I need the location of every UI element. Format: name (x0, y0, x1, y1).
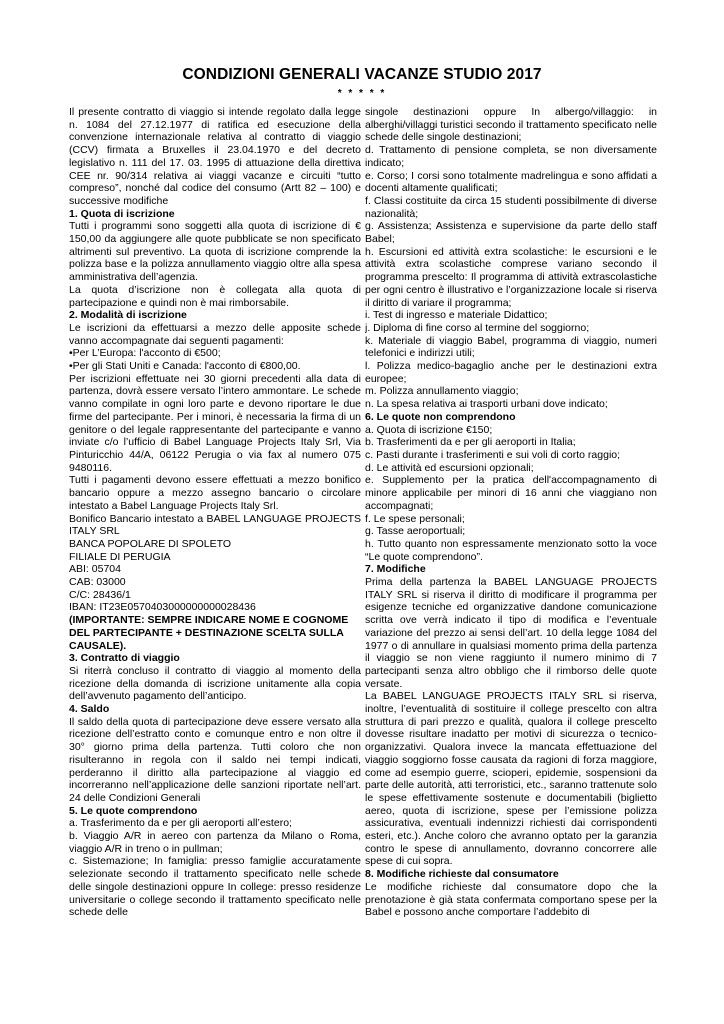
right-column-paragraph: e. Corso; I corsi sono totalmente madrelingua e sono affidati a docenti altamente qualificati; (365, 169, 657, 195)
right-column-section-heading: 7. Modifiche (365, 563, 426, 576)
document-title: CONDIZIONI GENERALI VACANZE STUDIO 2017 (182, 66, 542, 83)
left-column-text-line: IBAN: IT23E0570403000000000028436 (69, 601, 256, 614)
right-column-paragraph: l. Polizza medico-bagaglio anche per le destinazioni extra europee; (365, 360, 657, 385)
right-column-paragraph: f. Le spese personali; (365, 512, 465, 525)
left-column-paragraph: La quota d’iscrizione non è collegata alla quota di partecipazione e quindi non è mai rimborsabile. (69, 283, 361, 309)
right-column-paragraph: c. Pasti durante i trasferimenti e sui voli di corto raggio; (365, 448, 621, 461)
right-column-paragraph: n. La spesa relativa ai trasporti urbani dove indicato; (365, 398, 608, 411)
right-column-paragraph: k. Materiale di viaggio Babel, programma di viaggio, numeri telefonici e indirizzi utili; (365, 334, 657, 360)
left-column-text-line: BANCA POPOLARE DI SPOLETO (69, 537, 232, 550)
right-column-paragraph: La BABEL LANGUAGE PROJECTS ITALY SRL si riserva, inoltre, l’eventualità di sostituire il college prescelto con altra struttura di pari prezzo e qualità, qualora il college prescelto dovesse risultare inadatto per motivi di sicurezza o tecnico-organizzativi. Qualora invece la mancata effettuazione del viaggio soggiorno fosse causata da ragioni di forza maggiore, come ad esempio guerre, scioperi, epidemie, sospensioni da parte delle autorità, atti terroristici, etc., saranno trattenute solo le spese effettivamente sostenute e documentabili (biglietto aereo, quota di iscrizione, spese per l’emissione polizza assicurativa, eventuali indennizzi richiesti dai corrispondenti esteri, etc.). Anche coloro che avranno optato per la garanzia contro le spese di annullamento, dovranno concorrere alle spese di cui sopra. (365, 690, 657, 868)
left-column-paragraph: Si riterrà concluso il contratto di viaggio al momento della ricezione della domanda di iscrizione unitamente alla copia dell’avvenuto pagamento dell’anticipo. (69, 664, 361, 703)
right-column-paragraph: Prima della partenza la BABEL LANGUAGE PROJECTS ITALY SRL si riserva il diritto di modificare il programma per esigenze tecniche ed organizzative dandone comunicazione scritta ove verrà indicato il tipo di modifica e l’eventuale variazione del prezzo ai sensi dell’art. 10 della legge 1084 del 1977 o di annullare in qualsiasi momento prima della partenza il viaggio se non viene raggiunto il numero minimo di 7 partecipanti senza altro obbligo che il rimborso delle quote versate. (365, 576, 657, 690)
right-column-section-heading: 8. Modifiche richieste dal consumatore (365, 868, 559, 881)
left-column (69, 106, 361, 1006)
left-column-text-line: •Per gli Stati Uniti e Canada: l'acconto di €800,00. (69, 360, 301, 373)
right-column-paragraph: d. Le attività ed escursioni opzionali; (365, 461, 534, 474)
left-column-paragraph: Per iscrizioni effettuate nei 30 giorni precedenti alla data di partenza, dovrà essere versato l’intero ammontare. Le schede vanno compilate in ogni loro parte e devono riportare le due firme del partecipante. Per i minori, è necessaria la firma di un genitore o del legale rappresentante del partecipante e vanno inviate c/o l’ufficio di Babel Language Projects Italy Srl, Via Pinturicchio 44/A, 06122 Perugia o via fax al numero 075 9480116. (69, 372, 361, 474)
left-column-paragraph: Il presente contratto di viaggio si intende regolato dalla legge n. 1084 del 27.12.1977 di ratifica ed esecuzione della convenzione internazionale relativa al contratto di viaggio (CCV) firmata a Bruxelles il 23.04.1970 e del decreto legislativo n. 111 del 17. 03. 1995 di attuazione della direttiva CEE nr. 90/314 relativa ai viaggi vacanze e circuiti “tutto compreso”, nonché dal codice del consumo (Artt 82 – 100) e successive modifiche (69, 106, 361, 207)
left-column-section-heading: 4. Saldo (69, 703, 110, 716)
title-separator-stars: * * * * * (337, 88, 387, 99)
left-column-paragraph: c. Sistemazione; In famiglia: presso famiglie accuratamente selezionate secondo il trattamento specificato nelle schede delle singole destinazioni oppure In college: presso residenze universitarie o college secondo il trattamento specificato nelle schede delle (69, 855, 361, 919)
left-column-section-heading: 3. Contratto di viaggio (69, 652, 180, 665)
left-column-paragraph: Bonifico Bancario intestato a BABEL LANGUAGE PROJECTS ITALY SRL (69, 512, 361, 538)
right-column-paragraph: g. Assistenza; Assistenza e supervisione da parte dello staff Babel; (365, 220, 657, 246)
right-column-paragraph: f. Classi costituite da circa 15 studenti possibilmente di diverse nazionalità; (365, 194, 657, 220)
right-column-paragraph: b. Trasferimenti da e per gli aeroporti in Italia; (365, 436, 576, 449)
right-column-paragraph: i. Test di ingresso e materiale Didattico; (365, 309, 548, 322)
right-column-paragraph: e. Supplemento per la pratica dell'accompagnamento di minore applicabile per minori di 16 anni che viaggiano non accompagnati; (365, 474, 657, 512)
left-column-paragraph: Tutti i programmi sono soggetti alla quota di iscrizione di € 150,00 da aggiungere alle quote pubblicate se non specificato altrimenti sul preventivo. La quota di iscrizione comprende la polizza base e la polizza annullamento viaggio oltre alla spesa amministrativa dell’agenzia. (69, 220, 361, 284)
right-column-paragraph: Le modifiche richieste dal consumatore dopo che la prenotazione è già stata confermata comportano spese per la Babel e possono anche comportare l’addebito di (365, 880, 657, 919)
right-column-paragraph: h. Tutto quanto non espressamente menzionato sotto la voce “Le quote comprendono”. (365, 537, 657, 563)
left-column-text-line: C/C: 28436/1 (69, 588, 131, 601)
left-column-paragraph: Il saldo della quota di partecipazione deve essere versato alla ricezione dell’estratto conto e comunque entro e non oltre il 30° giorno prima della partenza. Tutti coloro che non risulteranno in regola con il saldo nei tempi indicati, perderanno il diritto alla partecipazione al viaggio ed incorreranno nell’applicazione delle sanzioni riportate nell’art. 24 delle Condizioni Generali (69, 715, 361, 804)
left-column-section-heading: (IMPORTANTE: SEMPRE INDICARE NOME E COGNOME DEL PARTECIPANTE + DESTINAZIONE SCELTA SULLA CAUSALE). (69, 614, 349, 652)
left-column-section-heading: 5. Le quote comprendono (69, 804, 198, 817)
right-column-paragraph: d. Trattamento di pensione completa, se non diversamente indicato; (365, 144, 657, 169)
left-column-section-heading: 2. Modalità di iscrizione (69, 309, 187, 322)
right-column-paragraph: singole destinazioni oppure In albergo/villaggio: in alberghi/villaggi turistici secondo il trattamento specificato nelle schede delle singole destinazioni; (365, 106, 657, 144)
left-column-paragraph: Tutti i pagamenti devono essere effettuati a mezzo bonifico bancario oppure a mezzo assegno bancario o circolare intestato a Babel Language Projects Italy Srl. (69, 474, 361, 512)
right-column-paragraph: j. Diploma di fine corso al termine del soggiorno; (365, 321, 590, 334)
right-column-paragraph: a. Quota di iscrizione €150; (365, 423, 493, 436)
left-column-section-heading: 1. Quota di iscrizione (69, 207, 175, 220)
right-column-paragraph: h. Escursioni ed attività extra scolastiche: le escursioni e le attività extra scolastiche comprese variano secondo il programma prescelto: Il programma di attività extrascolastiche per ogni centro è illustrativo e l’organizzazione locale si riserva il diritto di variare il programma; (365, 245, 657, 309)
right-column-section-heading: 6. Le quote non comprendono (365, 410, 516, 423)
left-column-text-line: ABI: 05704 (69, 563, 121, 576)
left-column-paragraph: a. Trasferimento da e per gli aeroporti all’estero; (69, 817, 292, 830)
right-column-paragraph: g. Tasse aeroportuali; (365, 525, 466, 538)
left-column-paragraph: b. Viaggio A/R in aereo con partenza da Milano o Roma, viaggio A/R in treno o in pullman; (69, 830, 361, 855)
left-column-paragraph: Le iscrizioni da effettuarsi a mezzo delle apposite schede vanno accompagnate dai seguenti pagamenti: (69, 321, 361, 347)
left-column-text-line: CAB: 03000 (69, 576, 126, 589)
left-column-text-line: •Per L’Europa: l'acconto di €500; (69, 347, 221, 360)
left-column-text-line: FILIALE DI PERUGIA (69, 550, 171, 563)
right-column (365, 106, 657, 1006)
right-column-paragraph: m. Polizza annullamento viaggio; (365, 385, 519, 398)
